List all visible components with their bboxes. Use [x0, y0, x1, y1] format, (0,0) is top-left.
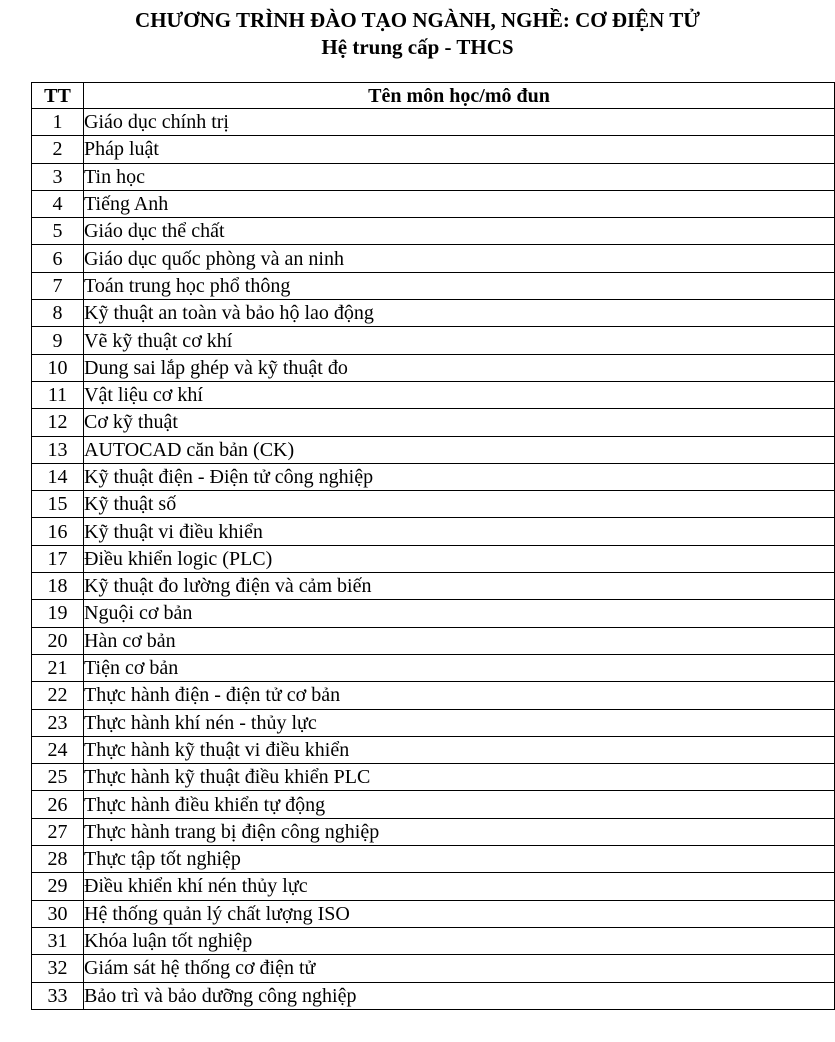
row-number-cell: 16: [32, 518, 84, 545]
table-row: [32, 736, 835, 763]
table-row: [32, 955, 835, 982]
subject-name-cell: Khóa luận tốt nghiệp: [84, 927, 835, 954]
subject-name-cell: Thực hành điện - điện tử cơ bản: [84, 682, 835, 709]
subject-name-cell: Tiện cơ bản: [84, 654, 835, 681]
row-number-cell: 27: [32, 818, 84, 845]
subject-name-cell: Điều khiển logic (PLC): [84, 545, 835, 572]
row-number-cell: 20: [32, 627, 84, 654]
table-row: [32, 982, 835, 1009]
subject-name-cell: Thực hành điều khiển tự động: [84, 791, 835, 818]
subject-name-cell: Thực tập tốt nghiệp: [84, 846, 835, 873]
row-number-cell: 19: [32, 600, 84, 627]
subject-name-cell: Pháp luật: [84, 136, 835, 163]
table-row: [32, 846, 835, 873]
row-number-cell: 18: [32, 573, 84, 600]
curriculum-table: [31, 82, 835, 1010]
subject-name-cell: Tin học: [84, 163, 835, 190]
subject-name-cell: Kỹ thuật điện - Điện tử công nghiệp: [84, 463, 835, 490]
row-number-cell: 30: [32, 900, 84, 927]
table-row: [32, 245, 835, 272]
row-number-cell: 14: [32, 463, 84, 490]
table-row: [32, 163, 835, 190]
subject-name-cell: Kỹ thuật vi điều khiển: [84, 518, 835, 545]
table-row: [32, 600, 835, 627]
subject-name-cell: Bảo trì và bảo dưỡng công nghiệp: [84, 982, 835, 1009]
row-number-cell: 26: [32, 791, 84, 818]
table-row: [32, 545, 835, 572]
table-row: [32, 791, 835, 818]
table-row: [32, 873, 835, 900]
subject-name-cell: Thực hành kỹ thuật vi điều khiển: [84, 736, 835, 763]
subject-name-cell: Giáo dục thể chất: [84, 218, 835, 245]
subject-name-cell: Hàn cơ bản: [84, 627, 835, 654]
column-header-name: Tên môn học/mô đun: [84, 83, 835, 109]
table-row: [32, 109, 835, 136]
subject-name-cell: Thực hành kỹ thuật điều khiển PLC: [84, 764, 835, 791]
table-row: [32, 818, 835, 845]
document-subtitle: Hệ trung cấp - THCS: [321, 35, 514, 59]
subject-name-cell: Kỹ thuật an toàn và bảo hộ lao động: [84, 300, 835, 327]
subject-name-cell: Hệ thống quản lý chất lượng ISO: [84, 900, 835, 927]
row-number-cell: 33: [32, 982, 84, 1009]
subject-name-cell: Thực hành khí nén - thủy lực: [84, 709, 835, 736]
row-number-cell: 25: [32, 764, 84, 791]
subject-name-cell: Vật liệu cơ khí: [84, 381, 835, 408]
table-row: [32, 436, 835, 463]
table-row: [32, 136, 835, 163]
subject-name-cell: Tiếng Anh: [84, 190, 835, 217]
subject-name-cell: Vẽ kỹ thuật cơ khí: [84, 327, 835, 354]
row-number-cell: 5: [32, 218, 84, 245]
table-row: [32, 927, 835, 954]
table-row: [32, 900, 835, 927]
table-row: [32, 300, 835, 327]
table-row: [32, 409, 835, 436]
row-number-cell: 21: [32, 654, 84, 681]
table-row: [32, 272, 835, 299]
subject-name-cell: Toán trung học phổ thông: [84, 272, 835, 299]
row-number-cell: 22: [32, 682, 84, 709]
row-number-cell: 6: [32, 245, 84, 272]
subject-name-cell: AUTOCAD căn bản (CK): [84, 436, 835, 463]
table-row: [32, 463, 835, 490]
row-number-cell: 7: [32, 272, 84, 299]
table-row: [32, 682, 835, 709]
table-row: [32, 491, 835, 518]
row-number-cell: 32: [32, 955, 84, 982]
column-header-tt: TT: [32, 83, 84, 109]
row-number-cell: 3: [32, 163, 84, 190]
table-header-row: [32, 83, 835, 109]
subject-name-cell: Thực hành trang bị điện công nghiệp: [84, 818, 835, 845]
table-row: [32, 190, 835, 217]
subject-name-cell: Dung sai lắp ghép và kỹ thuật đo: [84, 354, 835, 381]
row-number-cell: 12: [32, 409, 84, 436]
table-row: [32, 518, 835, 545]
table-row: [32, 627, 835, 654]
row-number-cell: 23: [32, 709, 84, 736]
row-number-cell: 24: [32, 736, 84, 763]
table-row: [32, 218, 835, 245]
row-number-cell: 1: [32, 109, 84, 136]
row-number-cell: 31: [32, 927, 84, 954]
table-row: [32, 573, 835, 600]
row-number-cell: 17: [32, 545, 84, 572]
row-number-cell: 13: [32, 436, 84, 463]
row-number-cell: 15: [32, 491, 84, 518]
subject-name-cell: Cơ kỹ thuật: [84, 409, 835, 436]
subject-name-cell: Kỹ thuật đo lường điện và cảm biến: [84, 573, 835, 600]
table-body: [32, 109, 835, 1010]
row-number-cell: 9: [32, 327, 84, 354]
table-row: [32, 654, 835, 681]
subject-name-cell: Nguội cơ bản: [84, 600, 835, 627]
row-number-cell: 29: [32, 873, 84, 900]
row-number-cell: 4: [32, 190, 84, 217]
subject-name-cell: Giáo dục quốc phòng và an ninh: [84, 245, 835, 272]
subject-name-cell: Kỹ thuật số: [84, 491, 835, 518]
row-number-cell: 28: [32, 846, 84, 873]
subject-name-cell: Điều khiển khí nén thủy lực: [84, 873, 835, 900]
table-row: [32, 327, 835, 354]
row-number-cell: 8: [32, 300, 84, 327]
subject-name-cell: Giáo dục chính trị: [84, 109, 835, 136]
row-number-cell: 10: [32, 354, 84, 381]
table-row: [32, 764, 835, 791]
subject-name-cell: Giám sát hệ thống cơ điện tử: [84, 955, 835, 982]
table-row: [32, 354, 835, 381]
row-number-cell: 2: [32, 136, 84, 163]
document-title: CHƯƠNG TRÌNH ĐÀO TẠO NGÀNH, NGHỀ: CƠ ĐIỆN TỬ: [135, 8, 700, 32]
table-row: [32, 381, 835, 408]
table-row: [32, 709, 835, 736]
row-number-cell: 11: [32, 381, 84, 408]
